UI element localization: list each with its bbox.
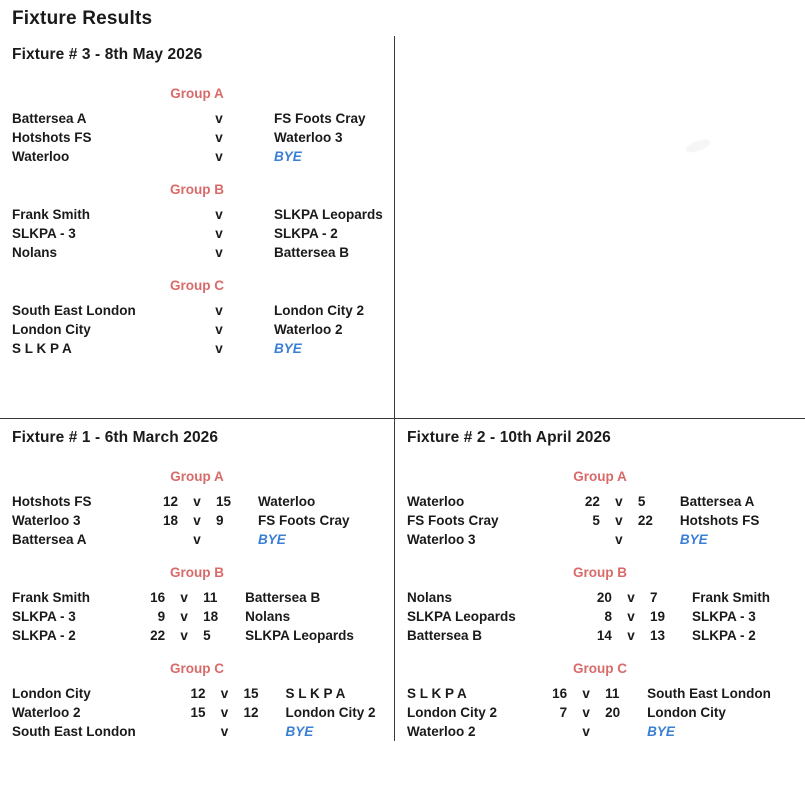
away-team: Frank Smith (691, 590, 770, 605)
home-team: South East London (12, 303, 136, 318)
table-row (395, 626, 805, 645)
away-team: Battersea B (274, 245, 350, 260)
away-score (628, 530, 680, 549)
away-team: SLKPA - 2 (274, 226, 338, 241)
versus-label: v (582, 686, 590, 701)
table-row (0, 511, 394, 530)
away-team: Battersea B (245, 590, 321, 605)
versus-label: v (215, 245, 223, 260)
versus-label: v (615, 532, 623, 547)
fixture-groups-container (0, 86, 394, 358)
table-row (0, 626, 394, 645)
away-score (234, 722, 286, 741)
away-team: Waterloo 3 (274, 130, 343, 145)
table-row (395, 607, 805, 626)
away-team: SLKPA Leopards (245, 628, 354, 643)
home-team: Hotshots FS (12, 130, 92, 145)
table-row (395, 684, 805, 703)
away-team: FS Foots Cray (257, 513, 350, 528)
away-team: London City (647, 705, 726, 720)
away-team: South East London (647, 686, 771, 701)
versus-label: v (615, 513, 623, 528)
away-team: SLKPA - 2 (691, 628, 756, 643)
away-team: FS Foots Cray (274, 111, 366, 126)
home-score (164, 722, 216, 741)
versus-label: v (215, 303, 223, 318)
group-label: Group B (170, 182, 224, 197)
table-row (12, 339, 392, 358)
away-team: Waterloo 2 (274, 322, 343, 337)
versus-label: v (180, 628, 188, 643)
home-score: 9 (157, 609, 166, 624)
table-row (12, 320, 392, 339)
home-team: FS Foots Cray (407, 513, 499, 528)
table-row (0, 722, 394, 741)
match-table (12, 109, 392, 166)
fixture-groups-container (0, 469, 394, 741)
table-row (12, 224, 392, 243)
away-team: Hotshots FS (679, 513, 760, 528)
match-table (395, 684, 805, 741)
versus-label: v (193, 494, 201, 509)
home-team: Battersea A (12, 532, 87, 547)
fixture-groups-container (395, 469, 805, 741)
home-score: 16 (150, 590, 166, 605)
group-label: Group B (573, 565, 627, 580)
away-score: 9 (215, 513, 224, 528)
table-row (12, 147, 392, 166)
match-table (0, 492, 394, 549)
home-score: 22 (150, 628, 166, 643)
group-label: Group C (170, 661, 224, 676)
page-title: Fixture Results (12, 8, 153, 29)
home-team: Waterloo (12, 149, 70, 164)
home-score: 5 (592, 513, 600, 528)
group-label: Group B (170, 565, 224, 580)
home-score (136, 530, 188, 549)
fixtures-grid (0, 36, 805, 741)
fixture-panel-empty (395, 36, 805, 418)
group-label: Group C (170, 278, 224, 293)
versus-label: v (220, 686, 229, 701)
home-team: Waterloo 3 (407, 532, 476, 547)
home-score: 12 (190, 686, 206, 701)
away-score: 20 (605, 705, 621, 720)
versus-label: v (180, 609, 188, 624)
fixture-panel-2 (395, 418, 805, 741)
home-team: S L K P A (12, 341, 72, 356)
home-team: London City 2 (407, 705, 497, 720)
away-score: 15 (243, 686, 259, 701)
versus-label: v (215, 111, 223, 126)
home-team: Battersea A (12, 111, 87, 126)
away-team: S L K P A (285, 686, 346, 701)
home-team: SLKPA Leopards (407, 609, 516, 624)
fixture-heading: Fixture # 2 - 10th April 2026 (407, 429, 611, 446)
match-table (0, 588, 394, 645)
away-score: 5 (203, 628, 211, 643)
away-score: 15 (215, 494, 232, 509)
fixture-heading: Fixture # 1 - 6th March 2026 (12, 429, 219, 446)
home-team: SLKPA - 2 (12, 628, 76, 643)
bye-label: BYE (647, 724, 675, 739)
away-score: 7 (649, 590, 658, 605)
home-score (525, 722, 577, 741)
home-score: 15 (190, 705, 206, 720)
home-score: 22 (584, 494, 600, 509)
away-team: Waterloo (257, 494, 316, 509)
table-row (0, 607, 394, 626)
versus-label: v (215, 322, 223, 337)
away-team: London City 2 (274, 303, 364, 318)
versus-label: v (180, 590, 188, 605)
away-score: 11 (203, 590, 218, 605)
table-row (12, 301, 392, 320)
versus-label: v (615, 494, 623, 509)
home-team: South East London (12, 724, 136, 739)
table-row (0, 492, 394, 511)
table-row (395, 530, 805, 549)
home-team: Frank Smith (12, 590, 91, 605)
home-score: 8 (604, 609, 612, 624)
home-team: SLKPA - 3 (12, 609, 76, 624)
home-team: Waterloo 2 (12, 705, 81, 720)
away-team: SLKPA Leopards (274, 207, 383, 222)
bye-label: BYE (274, 341, 302, 356)
group-label: Group A (170, 469, 224, 484)
table-row (12, 205, 392, 224)
fixture-heading: Fixture # 3 - 8th May 2026 (12, 46, 203, 63)
group-label: Group A (573, 469, 627, 484)
home-team: Nolans (12, 245, 58, 260)
versus-label: v (215, 226, 223, 241)
home-team: Waterloo 2 (407, 724, 476, 739)
home-team: S L K P A (407, 686, 467, 701)
home-team: SLKPA - 3 (12, 226, 76, 241)
group-label: Group C (573, 661, 627, 676)
table-row (12, 128, 392, 147)
home-team: Waterloo (407, 494, 465, 509)
match-table (12, 301, 392, 358)
away-score (595, 722, 647, 741)
table-row (395, 492, 805, 511)
home-score: 14 (596, 628, 612, 643)
home-score: 20 (596, 590, 612, 605)
table-row (0, 703, 394, 722)
away-score (206, 530, 258, 549)
match-table (0, 684, 394, 741)
fixture-panel-1 (0, 418, 395, 741)
home-team: Battersea B (407, 628, 483, 643)
bye-label: BYE (285, 724, 314, 739)
versus-label: v (215, 130, 223, 145)
bye-label: BYE (257, 532, 286, 547)
home-score: 18 (162, 513, 178, 528)
home-score: 12 (162, 494, 178, 509)
home-team: London City (12, 686, 91, 701)
versus-label: v (220, 705, 229, 720)
versus-label: v (627, 609, 635, 624)
versus-label: v (215, 341, 223, 356)
table-row (395, 588, 805, 607)
group-label: Group A (170, 86, 224, 101)
table-row (12, 109, 392, 128)
home-score: 16 (552, 686, 568, 701)
versus-label: v (582, 705, 590, 720)
versus-label: v (627, 628, 635, 643)
table-row (12, 243, 392, 262)
away-score: 18 (203, 609, 219, 624)
home-team: Waterloo 3 (12, 513, 81, 528)
away-score: 13 (649, 628, 665, 643)
home-team: Nolans (407, 590, 453, 605)
away-score: 19 (649, 609, 665, 624)
away-score: 12 (243, 705, 259, 720)
table-row (0, 530, 394, 549)
match-table (395, 492, 805, 549)
home-team: Hotshots FS (12, 494, 92, 509)
versus-label: v (215, 207, 223, 222)
table-row (0, 684, 394, 703)
match-table (12, 205, 392, 262)
scan-smudge (684, 137, 712, 155)
away-team: London City 2 (285, 705, 376, 720)
versus-label: v (193, 513, 201, 528)
versus-label: v (220, 724, 229, 739)
away-team: Nolans (245, 609, 291, 624)
away-score: 11 (605, 686, 620, 701)
bye-label: BYE (274, 149, 302, 164)
table-row (0, 588, 394, 607)
away-team: Battersea A (679, 494, 755, 509)
versus-label: v (215, 149, 223, 164)
versus-label: v (193, 532, 201, 547)
home-team: Frank Smith (12, 207, 91, 222)
home-score (558, 530, 610, 549)
away-score: 5 (637, 494, 646, 509)
table-row (395, 511, 805, 530)
table-row (395, 722, 805, 741)
versus-label: v (582, 724, 590, 739)
fixture-panel-3 (0, 36, 395, 418)
away-team: SLKPA - 3 (691, 609, 756, 624)
table-row (395, 703, 805, 722)
home-score: 7 (559, 705, 568, 720)
away-score: 22 (637, 513, 653, 528)
home-team: London City (12, 322, 91, 337)
bye-label: BYE (679, 532, 708, 547)
versus-label: v (627, 590, 635, 605)
match-table (395, 588, 805, 645)
